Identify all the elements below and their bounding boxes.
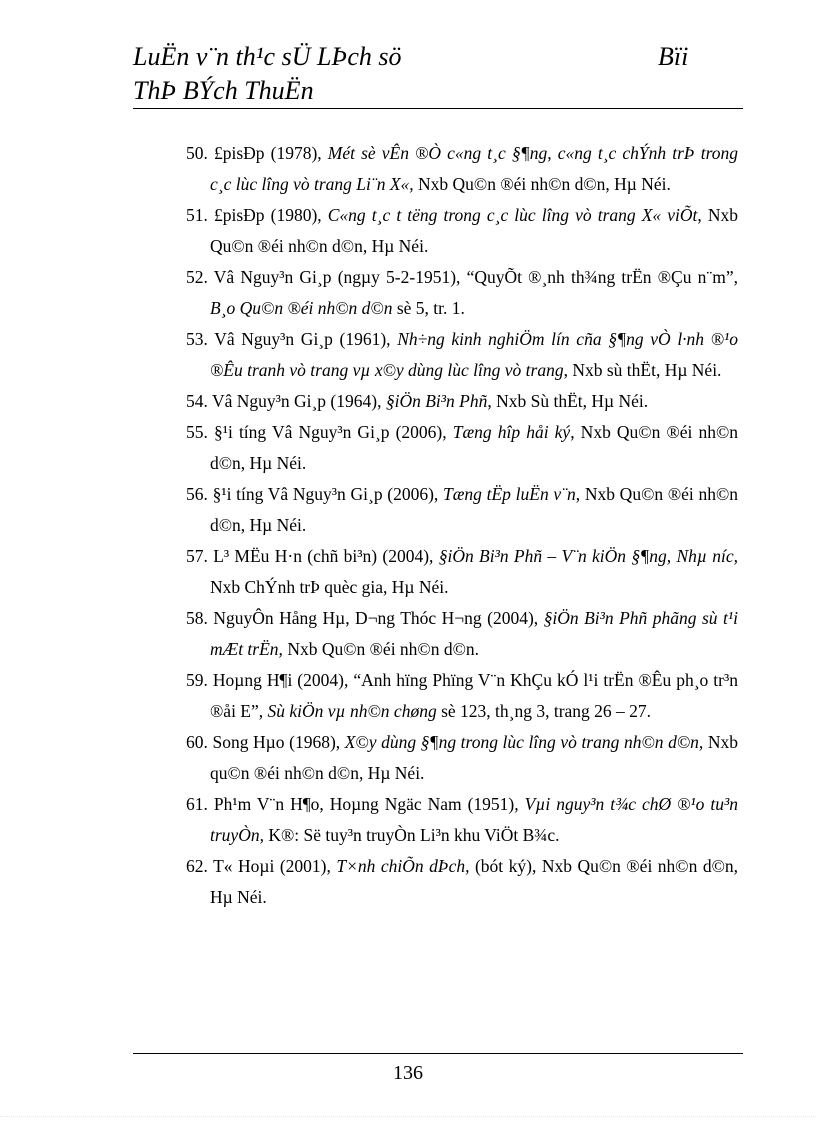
reference-title: §iÖn Bi³n Phñ – V¨n kiÖn §¶ng, Nhµ níc, — [438, 546, 739, 566]
reference-text: Nxb ChÝnh trÞ quèc gia, Hµ Néi. — [210, 577, 449, 597]
reference-item — [186, 479, 738, 541]
reference-title: Mét sè vÊn ®Ò c«ng t¸c §¶ng, c«ng t¸c chÝnh trÞ trong c¸c lùc lîng vò trang Li¨n X« — [210, 143, 738, 194]
reference-number: 60. — [186, 732, 208, 752]
reference-number: 61. — [186, 794, 208, 814]
reference-text: Ph¹m V¨n H¶o, Hoµng Ngäc Nam (1951) — [213, 794, 515, 814]
reference-text: T« Hoµi (2001), — [213, 856, 337, 876]
reference-number: 53. — [186, 329, 208, 349]
reference-text: , Nxb sù thËt, Hµ Néi. — [563, 360, 722, 380]
reference-title: T×nh chiÕn dÞch, — [336, 856, 470, 876]
reference-item — [186, 138, 738, 200]
reference-list — [186, 138, 738, 913]
reference-text: Vâ Nguy³n Gi¸p (1964), — [211, 391, 386, 411]
reference-item — [186, 324, 738, 386]
reference-text: (bót ký), Nxb Qu©n ®éi nh©n d©n, Hµ Néi. — [210, 856, 738, 907]
reference-title: Tæng tËp luËn v¨n — [443, 484, 576, 504]
footer-divider — [133, 1053, 743, 1054]
reference-item — [186, 789, 738, 851]
reference-text: K®: Së tuy³n truyÒn Li³n khu ViÖt B¾c. — [263, 825, 560, 845]
reference-text: NguyÔn Hång Hµ, D¬ng Thóc H¬ng (2004), — [213, 608, 544, 628]
reference-text: Nxb qu©n ®éi nh©n d©n, Hµ Néi. — [210, 732, 738, 783]
reference-title: Sù kiÖn vµ nh©n chøng — [267, 701, 437, 721]
reference-text: Song Hµo (1968), — [212, 732, 345, 752]
reference-item — [186, 541, 738, 603]
reference-number: 55. — [186, 422, 208, 442]
thesis-title: LuËn v¨n th¹c sÜ LÞch sö — [133, 42, 402, 71]
reference-text: £pisÐp (1978), — [213, 143, 328, 163]
reference-number: 62. — [186, 856, 208, 876]
reference-text: , Nxb Qu©n ®éi nh©n d©n, Hµ Néi. — [409, 174, 671, 194]
reference-title: B¸o Qu©n ®éi nh©n d©n — [210, 298, 393, 318]
reference-text: £pisÐp (1980), — [213, 205, 328, 225]
reference-item — [186, 386, 738, 417]
reference-title: C«ng t¸c t tëng trong c¸c lùc lîng vò trang X« viÕt — [327, 205, 698, 225]
reference-text: Nxb Qu©n ®éi nh©n d©n. — [282, 639, 480, 659]
reference-number: 51. — [186, 205, 208, 225]
author-name-line1: Bïi — [658, 42, 689, 71]
reference-text: , Nxb Sù thËt, Hµ Néi. — [487, 391, 649, 411]
reference-item — [186, 665, 738, 727]
reference-title: , Vµi nguy³n t¾c chØ ®¹o tu³n truyÒn, — [210, 794, 738, 845]
reference-item — [186, 262, 738, 324]
reference-item — [186, 851, 738, 913]
reference-text: Vâ Nguy³n Gi¸p (ngµy 5-2-1951), “QuyÕt ®¸nh th¾ng trËn ®Çu n¨m”, — [213, 267, 738, 287]
reference-number: 56. — [186, 484, 208, 504]
reference-text: Hoµng H¶i (2004), “Anh hïng Phïng V¨n KhÇu kÓ l¹i trËn ®Êu ph¸o tr³n ®åi E”, — [210, 670, 738, 721]
reference-title: §iÖn Bi³n Phñ phãng sù t¹i mÆt trËn, — [210, 608, 738, 659]
reference-number: 50. — [186, 143, 208, 163]
reference-title: Nh÷ng kinh nghiÖm lín cña §¶ng vÒ l·nh ®¹o ®Êu tranh vò trang vµ x©y dùng lùc lîng vò trang — [210, 329, 738, 380]
page-edge — [0, 1116, 816, 1123]
reference-text: sè 5, tr. 1. — [392, 298, 465, 318]
reference-text: §¹i tíng Vâ Nguy³n Gi¸p (2006), — [212, 484, 444, 504]
reference-item — [186, 727, 738, 789]
page-number: 136 — [393, 1062, 423, 1084]
reference-text: sè 123, th¸ng 3, trang 26 – 27. — [436, 701, 652, 721]
reference-text: L³ MËu H·n (chñ bi³n) (2004), — [213, 546, 439, 566]
reference-text: , Nxb Qu©n ®éi nh©n d©n, Hµ Néi. — [210, 484, 739, 535]
reference-item — [186, 417, 738, 479]
header-divider — [133, 108, 743, 109]
reference-text: §¹i tíng Vâ Nguy³n Gi¸p (2006), — [213, 422, 453, 442]
reference-title: Tæng hîp håi ký — [452, 422, 571, 442]
reference-number: 57. — [186, 546, 208, 566]
reference-number: 54. — [186, 391, 208, 411]
reference-item — [186, 603, 738, 665]
reference-item — [186, 200, 738, 262]
reference-number: 52. — [186, 267, 208, 287]
author-name-line2: ThÞ BÝch ThuËn — [133, 76, 314, 105]
reference-title: §iÖn Bi³n Phñ — [385, 391, 488, 411]
reference-number: 59. — [186, 670, 208, 690]
reference-text: , Nxb Qu©n ®éi nh©n d©n, Hµ Néi. — [210, 205, 738, 256]
reference-number: 58. — [186, 608, 208, 628]
reference-text: , Nxb Qu©n ®éi nh©n d©n, Hµ Néi. — [210, 422, 739, 473]
reference-text: Vâ Nguy³n Gi¸p (1961), — [214, 329, 398, 349]
reference-title: X©y dùng §¶ng trong lùc lîng vò trang nh©n d©n, — [344, 732, 704, 752]
